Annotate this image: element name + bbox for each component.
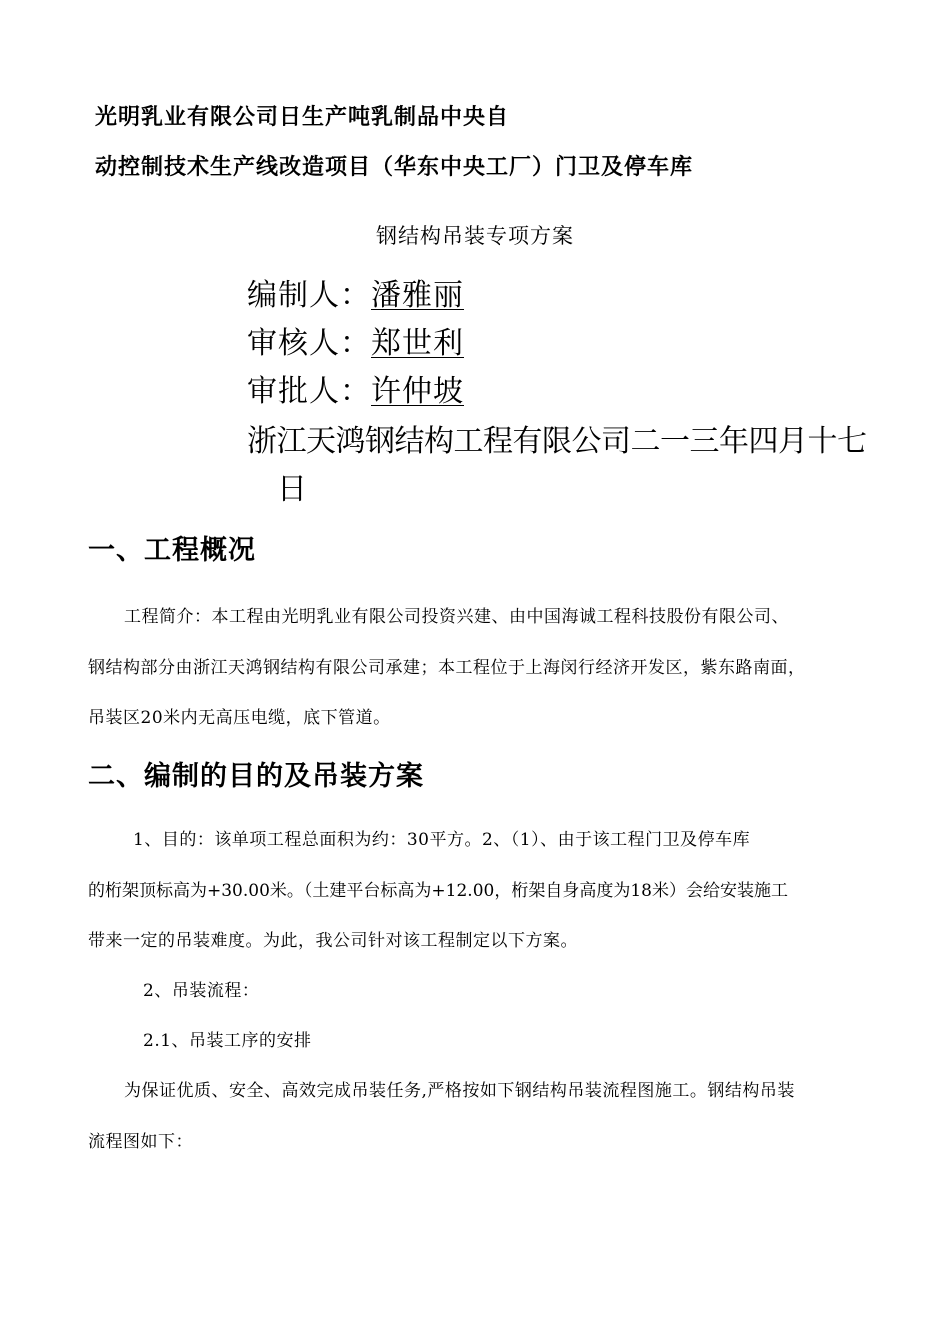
reviewer-name: 郑世利 <box>371 326 464 361</box>
company-date-line-1: 浙江天鸿钢结构工程有限公司二一三年四月十七 <box>247 424 867 459</box>
editor-label: 编制人： <box>247 278 371 313</box>
section-2-heading: 二、编制的目的及吊装方案 <box>88 761 424 792</box>
section-2-item-2-1: 2.1、吊装工序的安排 <box>143 1031 312 1051</box>
reviewer-label: 审核人： <box>247 326 371 361</box>
document-title-line-1: 光明乳业有限公司日生产吨乳制品中央自 <box>95 105 510 130</box>
editor-line <box>247 270 464 314</box>
section-2-paragraph-1-line-3: 带来一定的吊装难度。为此，我公司针对该工程制定以下方案。 <box>88 931 578 951</box>
section-1-paragraph-line-1: 工程简介：本工程由光明乳业有限公司投资兴建、由中国海诚工程科技股份有限公司、 <box>124 607 789 627</box>
approver-line <box>247 366 464 410</box>
section-2-item-2: 2、吊装流程： <box>143 981 260 1001</box>
company-date-line-2: 日 <box>277 472 308 507</box>
approver-label: 审批人： <box>247 374 371 409</box>
section-1-paragraph-line-3: 吊装区20米内无高压电缆，底下管道。 <box>88 708 391 728</box>
section-1-heading: 一、工程概况 <box>88 535 256 566</box>
approver-name: 许仲坡 <box>371 374 464 409</box>
section-2-paragraph-1-line-2: 的桁架顶标高为+30.00米。（土建平台标高为+12.00，桁架自身高度为18米）会给安装施工 <box>88 881 788 901</box>
document-subtitle: 钢结构吊装专项方案 <box>376 224 574 248</box>
editor-name: 潘雅丽 <box>371 278 464 313</box>
section-1-paragraph-line-2: 钢结构部分由浙江天鸿钢结构有限公司承建；本工程位于上海闵行经济开发区，紫东路南面， <box>88 658 806 678</box>
document-title-line-2: 动控制技术生产线改造项目（华东中央工厂）门卫及停车库 <box>95 155 694 180</box>
section-2-paragraph-1-line-1: 1、目的：该单项工程总面积为约：30平方。2、（1）、由于该工程门卫及停车库 <box>133 830 751 850</box>
reviewer-line <box>247 318 464 362</box>
section-2-paragraph-2-line-1: 为保证优质、安全、高效完成吊装任务,严格按如下钢结构吊装流程图施工。钢结构吊装 <box>124 1081 795 1101</box>
section-2-paragraph-2-line-2: 流程图如下： <box>88 1132 193 1152</box>
